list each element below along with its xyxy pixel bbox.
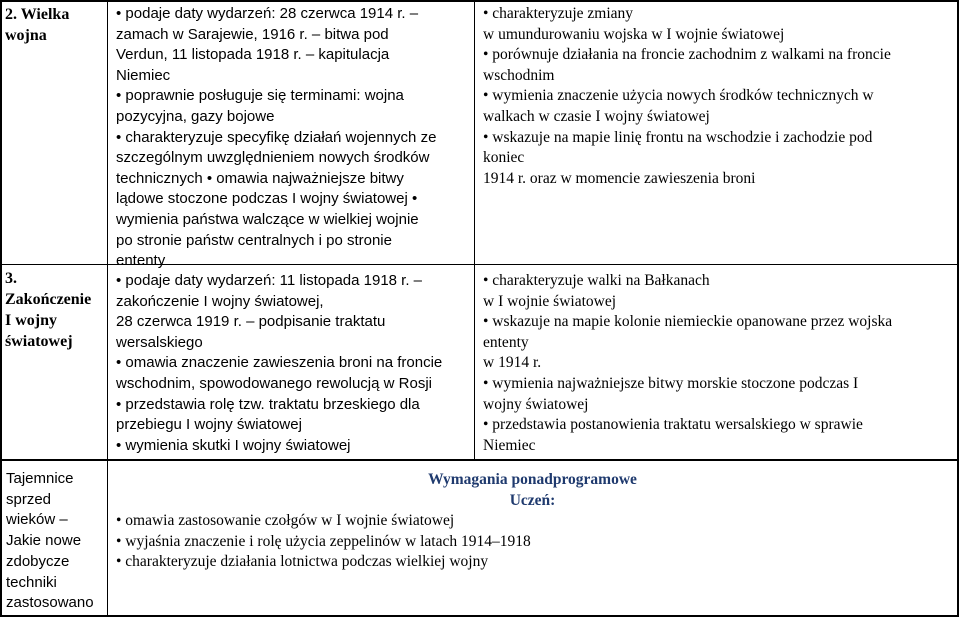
list-item: po stronie państw centralnych i po stronie [116,231,392,249]
border-top [0,0,959,2]
row1-basic-requirements [116,4,436,272]
row1-extended-requirements [483,4,891,189]
row-divider-2 [0,459,959,461]
list-item: • wyjaśnia znaczenie i rolę użycia zeppelinów w latach 1914–1918 [116,532,531,550]
list-item: • wymienia najważniejsze bitwy morskie stoczone podczas I [483,374,859,392]
list-item: • omawia zastosowanie czołgów w I wojnie światowej [116,512,455,529]
list-item: Niemiec [483,436,536,454]
list-item: • podaje daty wydarzeń: 11 listopada 1918 r. – [116,272,423,289]
row2-basic-requirements [116,271,442,456]
list-item: • poprawnie posługuje się terminami: wojna [116,87,404,105]
list-item: lądowe stoczone podczas I wojny światowej • [116,190,418,208]
list-item: • przedstawia postanowienia traktatu wersalskiego w sprawie [483,416,863,434]
list-item: • przedstawia rolę tzw. traktatu brzeskiego dla [116,395,420,413]
list-item: pozycyjna, gazy bojowe [116,107,275,125]
topic-wielka-wojna [5,4,69,46]
topic-line: światowej [5,333,73,350]
list-item: ententy [116,252,166,270]
list-item: Verdun, 11 listopada 1918 r. – kapitulacja [116,46,390,64]
list-item: ententy [483,333,529,351]
list-item: przebiegu I wojny światowej [116,416,302,434]
list-item: • podaje daty wydarzeń: 28 czerwca 1914 r. – [116,5,419,22]
topic-line: Jakie nowe [6,532,82,550]
list-item: 28 czerwca 1919 r. – podpisanie traktatu [116,313,386,331]
topic-line: zastosowano [6,594,94,612]
extra-requirements-list [116,511,531,573]
topic-line: Tajemnice [6,470,74,487]
list-item: wschodnim [483,66,555,84]
list-item: koniec [483,149,525,167]
list-item: • charakteryzuje specyfikę działań wojennych ze [116,128,437,146]
section-heading: Wymagania ponadprogramowe [428,471,637,488]
list-item: • wymienia znaczenie użycia nowych środków technicznych w [483,87,874,105]
list-item: • porównuje działania na froncie zachodnim z walkami na froncie [483,46,891,64]
col-divider-1 [107,0,108,617]
list-item: • wskazuje na mapie linię frontu na wschodzie i zachodzie pod [483,128,873,146]
list-item: • charakteryzuje działania lotnictwa podczas wielkiej wojny [116,553,489,571]
topic-line: zdobycze [6,552,70,570]
list-item: Niemiec [116,66,171,84]
list-item: • wskazuje na mapie kolonie niemieckie opanowane przez wojska [483,313,893,331]
topic-line: wojna [5,27,47,44]
topic-line: Zakończenie [5,291,92,308]
list-item: 1914 r. oraz w momencie zawieszenia broni [483,169,756,187]
list-item: zamach w Sarajewie, 1916 r. – bitwa pod [116,25,389,43]
list-item: wymienia państwa walczące w wielkiej wojnie [116,210,419,228]
topic-line: techniki [6,573,57,591]
list-item: • charakteryzuje zmiany [483,5,634,22]
list-item: w I wojnie światowej [483,292,617,310]
list-item: • charakteryzuje walki na Bałkanach [483,272,710,289]
topic-line: I wojny [5,312,58,329]
topic-line: wieków – [6,511,68,529]
extra-requirements-header [108,470,957,511]
topic-line: 2. Wielka [5,6,70,23]
border-left [0,0,2,617]
section-subheading: Uczeń: [509,491,556,509]
list-item: wojny światowej [483,395,589,413]
topic-line: 3. [5,270,17,287]
col-divider-2 [474,0,475,460]
topic-zakonczenie [5,268,91,352]
row2-extended-requirements [483,271,892,456]
list-item: w 1914 r. [483,354,542,372]
list-item: szczególnym uwzględnieniem nowych środków [116,149,430,167]
list-item: • wymienia skutki I wojny światowej [116,436,351,454]
list-item: zakończenie I wojny światowej, [116,292,324,310]
topic-line: sprzed [6,490,52,508]
list-item: walkach w czasie I wojny światowej [483,107,710,125]
list-item: wschodnim, spowodowanego rewolucją w Rosji [116,374,432,392]
list-item: • omawia znaczenie zawieszenia broni na froncie [116,354,443,372]
topic-tajemnice [6,469,94,614]
list-item: wersalskiego [116,333,203,351]
list-item: technicznych • omawia najważniejsze bitwy [116,169,404,187]
list-item: w umundurowaniu wojska w I wojnie światowej [483,25,785,43]
